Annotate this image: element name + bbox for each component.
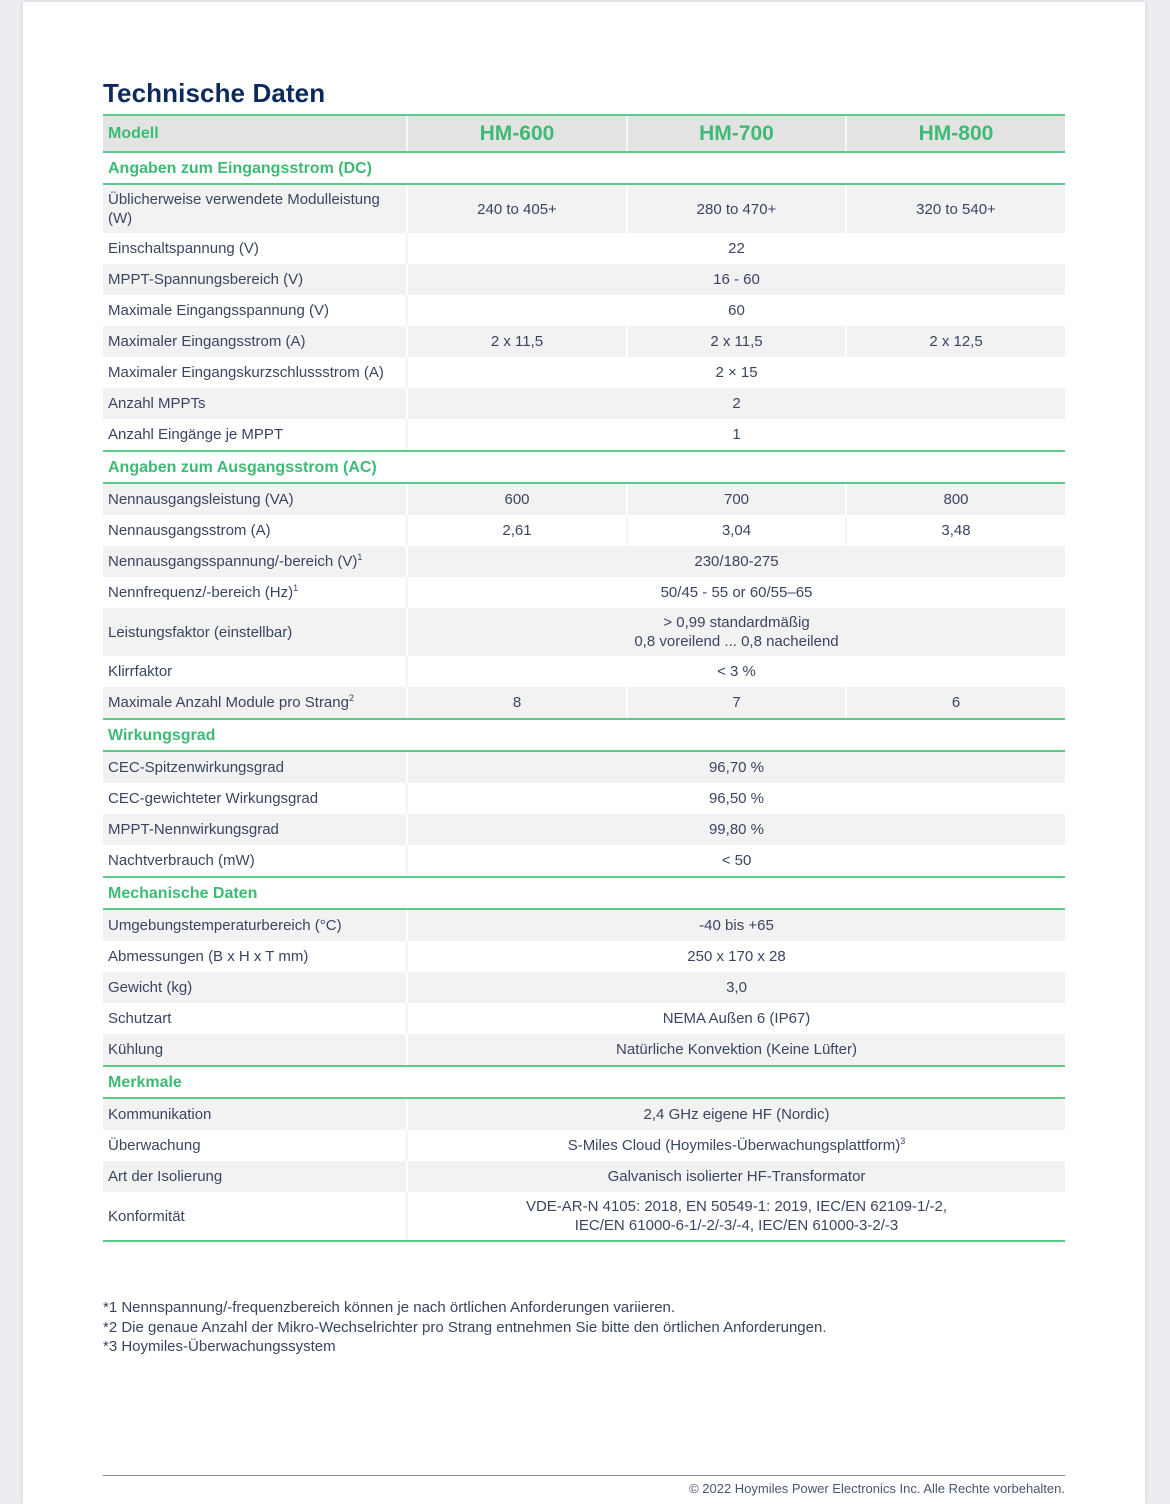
model-label: Modell — [103, 115, 407, 152]
table-row — [103, 546, 1065, 577]
row-value — [407, 972, 1065, 1003]
section-title: Wirkungsgrad — [103, 719, 1065, 751]
row-value — [407, 814, 1065, 845]
row-value — [407, 388, 1065, 419]
table-row — [103, 608, 1065, 656]
row-label — [103, 483, 407, 515]
row-value — [407, 1034, 1065, 1066]
section-title: Merkmale — [103, 1066, 1065, 1098]
table-row — [103, 845, 1065, 877]
row-label-text: Nennausgangsleistung (VA) — [108, 491, 294, 508]
section-title: Angaben zum Ausgangsstrom (AC) — [103, 451, 1065, 483]
row-label-text: Anzahl Eingänge je MPPT — [108, 426, 284, 443]
row-value — [407, 419, 1065, 451]
table-row — [103, 687, 1065, 719]
row-value-text: 96,70 % — [708, 759, 765, 776]
copyright: © 2022 Hoymiles Power Electronics Inc. Alle Rechte vorbehalten. — [689, 1481, 1065, 1496]
row-label-text: Kühlung — [108, 1041, 164, 1058]
section-header — [103, 877, 1065, 909]
row-label — [103, 388, 407, 419]
row-label-text: Abmessungen (B x H x T mm) — [108, 948, 309, 965]
row-value-text: 1 — [732, 426, 741, 443]
row-value-text: 2 × 15 — [715, 364, 758, 381]
row-value — [407, 1161, 1065, 1192]
row-value-text: < 50 — [721, 852, 752, 869]
row-label — [103, 326, 407, 357]
row-value-text: 50/45 - 55 or 60/55–65 — [660, 584, 813, 601]
row-value — [407, 1130, 1065, 1161]
footnote-marker: 1 — [293, 583, 299, 593]
row-label — [103, 184, 407, 233]
model-hm-700: HM-700 — [627, 115, 846, 152]
row-value-text: NEMA Außen 6 (IP67) — [662, 1010, 811, 1027]
table-row — [103, 388, 1065, 419]
footnote-2: *2 Die genaue Anzahl der Mikro-Wechselrichter pro Strang entnehmen Sie bitte den örtlichen Anforderungen. — [103, 1318, 827, 1336]
spec-body — [103, 152, 1065, 1241]
table-row — [103, 1161, 1065, 1192]
table-header-row — [103, 115, 1065, 152]
row-value — [407, 1098, 1065, 1130]
table-row — [103, 419, 1065, 451]
row-label — [103, 909, 407, 941]
row-label-text: Maximaler Eingangsstrom (A) — [108, 333, 306, 350]
table-row — [103, 233, 1065, 264]
row-label-text: Einschaltspannung (V) — [108, 240, 259, 257]
row-value — [407, 783, 1065, 814]
row-value-text: VDE-AR-N 4105: 2018, EN 50549-1: 2019, IEC/EN 62109-1/-2, — [525, 1198, 948, 1215]
table-row — [103, 783, 1065, 814]
row-label — [103, 941, 407, 972]
row-label — [103, 687, 407, 719]
row-value-text: 230/180-275 — [694, 553, 779, 570]
row-label-text: Nennausgangsspannung/-bereich (V) — [108, 553, 358, 570]
row-label-text: Nachtverbrauch (mW) — [108, 852, 255, 869]
row-value — [407, 1192, 1065, 1241]
footnote-1: *1 Nennspannung/-frequenzbereich können je nach örtlichen Anforderungen variieren. — [103, 1299, 676, 1316]
row-label — [103, 656, 407, 687]
row-value: 240 to 405+ — [407, 184, 627, 233]
row-label — [103, 751, 407, 783]
row-label — [103, 295, 407, 326]
row-value: 3,48 — [846, 515, 1065, 546]
row-label-text: Umgebungstemperaturbereich (°C) — [108, 917, 342, 934]
table-row — [103, 751, 1065, 783]
row-label-text: Kommunikation — [108, 1106, 212, 1123]
footer-divider — [103, 1475, 1065, 1476]
page-title: Technische Daten — [103, 78, 326, 108]
row-label-text: Maximale Eingangsspannung (V) — [108, 302, 329, 319]
table-row — [103, 577, 1065, 608]
row-label — [103, 1130, 407, 1161]
footnote-marker: 1 — [357, 552, 363, 562]
row-label-text: Schutzart — [108, 1010, 172, 1027]
table-row — [103, 326, 1065, 357]
row-value-text: 22 — [728, 240, 745, 257]
row-label — [103, 577, 407, 608]
row-value — [407, 845, 1065, 877]
table-row — [103, 1098, 1065, 1130]
table-row — [103, 909, 1065, 941]
row-value: 600 — [407, 483, 627, 515]
row-label-text: CEC-Spitzenwirkungsgrad — [108, 759, 284, 776]
model-hm-800: HM-800 — [846, 115, 1065, 152]
row-label — [103, 1098, 407, 1130]
row-label-text: Klirrfaktor — [108, 663, 173, 680]
row-label — [103, 546, 407, 577]
row-value-text: 16 - 60 — [713, 271, 760, 288]
row-value: 280 to 470+ — [627, 184, 846, 233]
row-label-text: Art der Isolierung — [108, 1168, 223, 1185]
row-value: 320 to 540+ — [846, 184, 1065, 233]
row-label — [103, 972, 407, 1003]
row-value-text: 60 — [728, 302, 745, 319]
row-label-text: Üblicherweise verwendete Modulleistung (W) — [108, 191, 380, 227]
table-row — [103, 972, 1065, 1003]
table-row — [103, 357, 1065, 388]
row-label-text: Anzahl MPPTs — [108, 395, 206, 412]
row-label — [103, 515, 407, 546]
footnote-marker: 3 — [900, 1136, 906, 1146]
row-value-text: 99,80 % — [708, 821, 765, 838]
row-value-text: > 0,99 standardmäßig — [663, 614, 810, 631]
table-row — [103, 941, 1065, 972]
row-value: 2,61 — [407, 515, 627, 546]
row-value: 800 — [846, 483, 1065, 515]
row-value-text: Natürliche Konvektion (Keine Lüfter) — [616, 1041, 857, 1058]
row-label — [103, 419, 407, 451]
table-row — [103, 656, 1065, 687]
row-label-text: CEC-gewichteter Wirkungsgrad — [108, 790, 319, 807]
table-row — [103, 264, 1065, 295]
table-row — [103, 483, 1065, 515]
row-label-text: Konformität — [108, 1207, 185, 1225]
row-label — [103, 1003, 407, 1034]
row-label — [103, 845, 407, 877]
table-row — [103, 295, 1065, 326]
footnote-3: *3 Hoymiles-Überwachungssystem — [103, 1338, 336, 1355]
row-value-text: 250 x 170 x 28 — [687, 948, 786, 965]
section-header — [103, 1066, 1065, 1098]
row-label-text: Leistungsfaktor (einstellbar) — [108, 623, 293, 641]
row-value: 2 x 12,5 — [846, 326, 1065, 357]
spec-table — [103, 114, 1065, 1242]
row-label — [103, 1161, 407, 1192]
row-value-text: < 3 % — [717, 663, 756, 680]
row-value — [407, 577, 1065, 608]
section-header — [103, 719, 1065, 751]
row-label-text: Gewicht (kg) — [108, 979, 193, 996]
section-header — [103, 152, 1065, 184]
row-value: 2 x 11,5 — [407, 326, 627, 357]
section-title: Mechanische Daten — [103, 877, 1065, 909]
table-row — [103, 1003, 1065, 1034]
row-label — [103, 814, 407, 845]
row-value-text: -40 bis +65 — [699, 917, 774, 934]
row-value: 8 — [407, 687, 627, 719]
row-value — [407, 608, 1065, 656]
footnote-marker: 2 — [348, 693, 354, 703]
row-value — [407, 546, 1065, 577]
table-row — [103, 515, 1065, 546]
row-label — [103, 783, 407, 814]
row-label — [103, 264, 407, 295]
row-value — [407, 1003, 1065, 1034]
table-row — [103, 1130, 1065, 1161]
row-label-text: Nennausgangsstrom (A) — [108, 522, 271, 539]
row-value — [407, 233, 1065, 264]
row-value — [407, 656, 1065, 687]
row-label — [103, 1192, 407, 1241]
table-row — [103, 184, 1065, 233]
row-label — [103, 357, 407, 388]
row-label — [103, 233, 407, 264]
table-row — [103, 1192, 1065, 1241]
row-label-text: MPPT-Spannungsbereich (V) — [108, 271, 304, 288]
row-label-text: Überwachung — [108, 1137, 201, 1154]
row-label-text: Maximaler Eingangskurzschlussstrom (A) — [108, 364, 384, 381]
row-value: 7 — [627, 687, 846, 719]
datasheet-page — [23, 2, 1145, 1504]
row-label — [103, 1034, 407, 1066]
row-value — [407, 264, 1065, 295]
row-value-text: 96,50 % — [708, 790, 765, 807]
row-value — [407, 295, 1065, 326]
row-value-text-line2: 0,8 voreilend ... 0,8 nacheilend — [634, 633, 839, 650]
section-header — [103, 451, 1065, 483]
section-title: Angaben zum Eingangsstrom (DC) — [103, 152, 1065, 184]
row-value: 3,04 — [627, 515, 846, 546]
row-value — [407, 751, 1065, 783]
table-row — [103, 814, 1065, 845]
row-label-text: MPPT-Nennwirkungsgrad — [108, 821, 279, 838]
row-value: 700 — [627, 483, 846, 515]
row-value-text: Galvanisch isolierter HF-Transformator — [607, 1168, 866, 1185]
row-value-text-line2: IEC/EN 61000-6-1/-2/-3/-4, IEC/EN 61000-3-2/-3 — [574, 1217, 899, 1234]
row-label-text: Maximale Anzahl Module pro Strang — [108, 694, 349, 711]
footnotes — [103, 1298, 827, 1357]
row-value — [407, 909, 1065, 941]
row-label-text: Nennfrequenz/-bereich (Hz) — [108, 584, 294, 601]
row-value — [407, 357, 1065, 388]
row-label — [103, 608, 407, 656]
model-hm-600: HM-600 — [407, 115, 627, 152]
row-value-text: 2 — [732, 395, 741, 412]
row-value: 6 — [846, 687, 1065, 719]
table-row — [103, 1034, 1065, 1066]
row-value — [407, 941, 1065, 972]
row-value-text: 2,4 GHz eigene HF (Nordic) — [643, 1106, 830, 1123]
row-value-text: 3,0 — [726, 979, 747, 996]
row-value: 2 x 11,5 — [627, 326, 846, 357]
row-value-text: S-Miles Cloud (Hoymiles-Überwachungsplattform) — [567, 1137, 901, 1154]
